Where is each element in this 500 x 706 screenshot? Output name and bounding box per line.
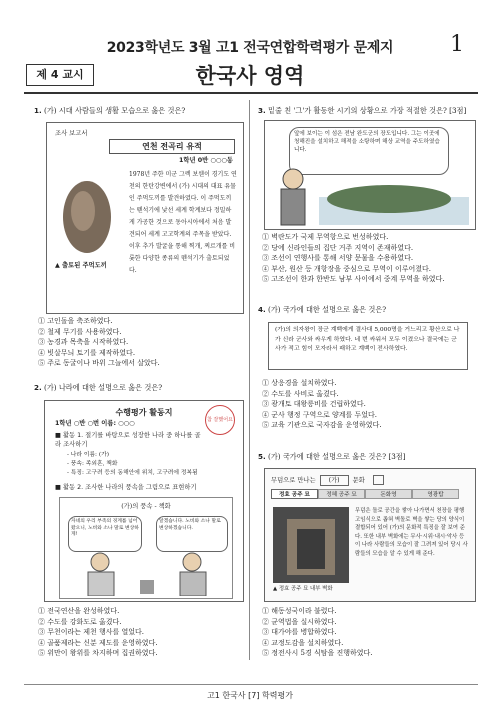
search-icon[interactable]: [373, 475, 384, 485]
q3-illustration-box: [264, 120, 476, 230]
subject-title: 한국사 영역: [195, 64, 305, 88]
exam-title: 2023학년도 3월 고1 전국연합학력평가 문제지: [106, 40, 394, 56]
activity-1-notes: [67, 451, 237, 478]
q5-option-1[interactable]: ① 해동성국이라 불렸다.: [262, 607, 337, 615]
footer-rule: [24, 684, 478, 685]
site-date: 1학년 0반 ○○○동: [179, 157, 233, 164]
q3-options: [262, 232, 477, 285]
island-illustration: [269, 161, 471, 227]
q5-options: [262, 606, 477, 659]
q1-stem: 1. (가) 시대 사람들의 생활 모습으로 옳은 것은?: [34, 106, 186, 115]
note-custom: - 풍속: 족외혼, 책화: [67, 461, 118, 467]
article-text: 무덤은 돌로 공간을 쌓아 나가면서 천장을 평행 고임식으로 좁혀 벽돌로 벽을 쌓는 당의 양식이 결합되어 있어 (가)의 문화적 특징을 잘 보여 준다. 또한 내부 벽화에는 무사·시위·내시·악사 등이 나라 사람들의 모습이 잘 그려져 있어 당시 사람들의 모습을 알 수 있게 해 준다.: [355, 508, 468, 557]
q2-option-2[interactable]: ② 수도를 강화도로 옮겼다.: [38, 617, 122, 626]
q4-option-3[interactable]: ③ 광개토 대왕릉비를 건립하였다.: [262, 400, 366, 409]
q1-report-box: [46, 122, 244, 314]
q2-option-4[interactable]: ④ 골품제라는 신분 제도를 운영하였다.: [38, 638, 158, 647]
photo-caption: ▲ 정효 공주 묘 내부 벽화: [273, 586, 333, 592]
hand-axe-image: [55, 171, 120, 257]
q2-worksheet-box: [44, 400, 244, 602]
note-feature: - 특징: 고구려 등의 동해안에 위치, 고구려에 정복됨: [67, 470, 198, 476]
report-label: 조사 보고서: [55, 130, 88, 137]
speech-bubble-left: 자네의 우리 부족의 경계를 넘어왔으니, 노비와 소나 말로 변상하게!: [68, 516, 142, 552]
q3-option-4[interactable]: ④ 부산, 원산 등 개항장을 중심으로 무역이 이루어졌다.: [262, 264, 432, 273]
q4-option-1[interactable]: ① 상응경을 설치하였다.: [262, 379, 337, 387]
q2-option-1[interactable]: ① 전국연산을 완성하였다.: [38, 607, 120, 615]
worksheet-student: 1학년 ○반 ○번 이름: ○○○: [55, 420, 135, 427]
q5-option-2[interactable]: ② 균역법을 실시하였다.: [262, 617, 337, 626]
tab-jeonghyo[interactable]: 정효 공주 묘: [271, 489, 318, 499]
tab-donhwa[interactable]: 돈화영: [365, 489, 412, 499]
q1-option-4[interactable]: ④ 빗살무늬 토기를 제작하였다.: [38, 348, 136, 357]
q2-stem: 2. (가) 나라에 대한 설명으로 옳은 것은?: [34, 383, 163, 392]
period-badge: 제 4 교시: [26, 64, 94, 86]
q5-web-page: [264, 468, 476, 602]
guide-speech-bubble: 앞에 보이는 이 섬은 전남 완도군의 장도입니다. 그는 이곳에 청해진을 설치하고 해적을 소탕하며 해상 교역을 주도하였습니다.: [289, 127, 449, 175]
header-rule: [24, 92, 478, 94]
q1-options: [38, 316, 243, 369]
footer: 고1 한국사 [7] 학력평가: [207, 691, 293, 700]
note-country: - 나라 이름: (가): [67, 452, 109, 458]
q2-options: [38, 606, 243, 659]
artifact-caption: ▲ 출토된 주먹도끼: [55, 262, 107, 269]
q4-option-5[interactable]: ⑤ 교육 기관으로 국자감을 운영하였다.: [262, 421, 382, 430]
q1-report-body: 1978년 주한 미군 그렉 보웬이 경기도 연천의 한탄강변에서 (가) 시대의 대표 유물인 주먹도끼를 발견하였다. 이 주먹도끼는 뗀석기에 낯선 세계 학계보다 정밀하게 가공한 것으로 동아시아에서 처음 발견되어 세계 고고학계의 주목을 받았다. 이후 추가 발굴을 통해 찍개, 찌르개를 비롯한 다양한 종류의 뗀석기가 출토되었다.: [129, 171, 237, 274]
figures-illustration: [70, 550, 222, 596]
q3-stem: 3. 밑줄 친 '그'가 활동한 시기의 상황으로 가장 적절한 것은? [3점]: [258, 106, 467, 115]
q3-option-2[interactable]: ② 당에 신라인들의 집단 거주 지역이 존재하였다.: [262, 243, 414, 252]
drawing-frame: [59, 497, 233, 599]
column-divider: [249, 100, 250, 660]
q1-option-3[interactable]: ③ 농경과 목축을 시작하였다.: [38, 338, 129, 347]
q5-stem: 5. (가) 국가에 대한 설명으로 옳은 것은? [3점]: [258, 452, 406, 461]
activity-1: ■ 활동 1. 절기를 바탕으로 성장한 나라 중 하나를 골라 조사하기: [55, 432, 201, 448]
tab-jeonghye[interactable]: 정혜 공주 묘: [318, 489, 365, 499]
stamp: 참 잘했어요: [205, 405, 235, 435]
worksheet-title: 수행평가 활동지: [115, 408, 173, 417]
q1-option-2[interactable]: ② 철제 무기를 사용하였다.: [38, 327, 122, 336]
q5-option-5[interactable]: ⑤ 정전사시 5경 식탐을 진행하였다.: [262, 649, 373, 658]
q3-option-5[interactable]: ⑤ 고조선이 한과 한반도 남부 사이에서 중계 무역을 하였다.: [262, 275, 445, 284]
speech-bubble-right: 알겠습니다. 노비와 소나 말로 변상하겠습니다.: [156, 516, 228, 552]
tomb-mural-photo: [273, 507, 349, 583]
tab-bar: [271, 489, 469, 501]
q3-option-3[interactable]: ③ 조선이 연행사를 통해 서양 문물을 수용하였다.: [262, 254, 414, 263]
site-title: 연천 전곡리 유적: [109, 139, 235, 154]
activity-2: ■ 활동 2. 조사한 나라의 풍속을 그림으로 표현하기: [55, 484, 197, 491]
q3-option-1[interactable]: ① 벽란도가 국제 무역항으로 번성하였다.: [262, 233, 389, 241]
page-number: 1: [450, 32, 464, 57]
q4-passage-box: (가)의 의자왕이 장군 계백에게 결사대 5,000명을 거느리고 황산으로 나가 신라 군사와 싸우게 하였다. 네 번 싸워서 모두 이겼으나 결국에는 군사가 적고 힘이 모자라서 패하고 계백이 전사하였다.: [268, 322, 468, 370]
q2-option-5[interactable]: ⑤ 위만이 왕위를 차지하며 집권하였다.: [38, 649, 158, 658]
search-input[interactable]: (가): [320, 475, 349, 486]
tab-yeonggwang[interactable]: 영광탑: [412, 489, 459, 499]
q1-option-5[interactable]: ⑤ 주로 동굴이나 바위 그늘에서 살았다.: [38, 359, 160, 368]
search-bar: 무덤으로 만나는 (가) 문화: [271, 475, 384, 486]
q4-option-4[interactable]: ④ 군사 행정 구역으로 양계를 두었다.: [262, 410, 378, 419]
q4-options: [262, 378, 477, 431]
q4-stem: 4. (가) 국가에 대한 설명으로 옳은 것은?: [258, 305, 387, 314]
q5-option-3[interactable]: ③ 대가야를 병합하였다.: [262, 628, 337, 637]
q4-option-2[interactable]: ② 수도를 사비로 옮겼다.: [262, 389, 339, 398]
q1-option-1[interactable]: ① 고인돌을 축조하였다.: [38, 317, 113, 325]
drawing-title: (가)의 풍속 - 책화: [121, 503, 171, 510]
q5-option-4[interactable]: ④ 교정도감을 설치하였다.: [262, 638, 344, 647]
q2-option-3[interactable]: ③ 무천이라는 제천 행사를 열었다.: [38, 628, 145, 637]
